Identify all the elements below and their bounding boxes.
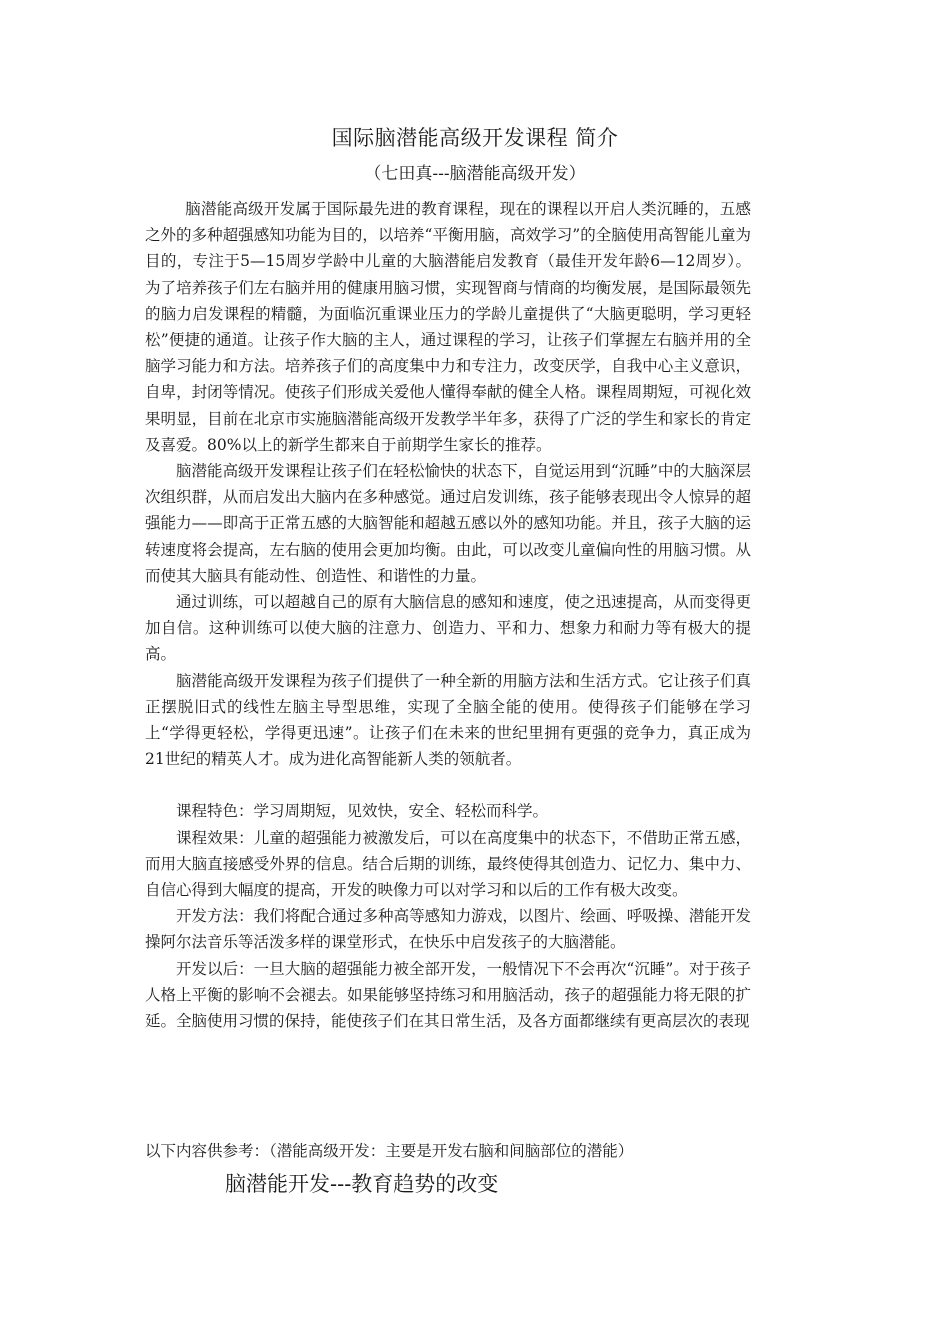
reference-note: 以下内容供参考：（潜能高级开发：主要是开发右脑和间脑部位的潜能） xyxy=(145,1142,634,1160)
document-body xyxy=(145,196,751,1034)
body-paragraph: 脑潜能高级开发课程让孩子们在轻松愉快的状态下，自觉运用到“沉睡”中的大脑深层次组织群，从而启发出大脑内在多种感觉。通过启发训练，孩子能够表现出令人惊异的超强能力——即高于正常五感的大脑智能和超越五感以外的感知功能。并且，孩子大脑的运转速度将会提高，左右脑的使用会更加均衡。由此，可以改变儿童偏向性的用脑习惯。从而使其大脑具有能动性、创造性、和谐性的力量。 xyxy=(145,462,751,585)
section-heading: 脑潜能开发---教育趋势的改变 xyxy=(225,1172,499,1196)
after-development-paragraph: 开发以后：一旦大脑的超强能力被全部开发，一般情况下不会再次“沉睡”。对于孩子人格上平衡的影响不会褪去。如果能够坚持练习和用脑活动，孩子的超强能力将无限的扩延。全脑使用习惯的保持，能使孩子们在其日常生活，及各方面都继续有更高层次的表现 xyxy=(145,959,751,1031)
body-paragraph: 脑潜能高级开发课程为孩子们提供了一种全新的用脑方法和生活方式。它让孩子们真正摆脱旧式的线性左脑主导型思维，实现了全脑全能的使用。使得孩子们能够在学习上“学得更轻松，学得更迅速”。让孩子们在未来的世纪里拥有更强的竞争力，真正成为21世纪的精英人才。成为进化高智能新人类的领航者。 xyxy=(145,671,751,769)
intro-paragraph: 脑潜能高级开发属于国际最先进的教育课程，现在的课程以开启人类沉睡的，五感之外的多种超强感知功能为目的，以培养“平衡用脑，高效学习”的全脑使用高智能儿童为目的，专注于5—15周岁学龄中儿童的大脑潜能启发教育（最佳开发年龄6—12周岁）。为了培养孩子们左右脑并用的健康用脑习惯，实现智商与情商的均衡发展，是国际最领先的脑力启发课程的精髓，为面临沉重课业压力的学龄儿童提供了“大脑更聪明，学习更轻松”便捷的通道。让孩子作大脑的主人，通过课程的学习，让孩子们掌握左右脑并用的全脑学习能力和方法。培养孩子们的高度集中力和专注力，改变厌学，自我中心主义意识，自卑，封闭等情况。使孩子们形成关爱他人懂得奉献的健全人格。课程周期短，可视化效果明显，目前在北京市实施脑潜能高级开发教学半年多，获得了广泛的学生和家长的肯定及喜爱。80%以上的新学生都来自于前期学生家长的推荐。 xyxy=(145,200,751,454)
body-paragraph: 通过训练，可以超越自己的原有大脑信息的感知和速度，使之迅速提高，从而变得更加自信。这种训练可以使大脑的注意力、创造力、平和力、想象力和耐力等有极大的提高。 xyxy=(145,593,751,664)
course-effects-paragraph: 课程效果：儿童的超强能力被激发后，可以在高度集中的状态下，不借助正常五感，而用大脑直接感受外界的信息。结合后期的训练，最终使得其创造力、记忆力、集中力、自信心得到大幅度的提高，开发的映像力可以对学习和以后的工作有极大改变。 xyxy=(145,828,751,900)
document-title: 国际脑潜能高级开发课程 简介 xyxy=(331,126,619,150)
paragraph-spacer xyxy=(145,772,751,798)
document-subtitle: （七田真---脑潜能高级开发） xyxy=(364,164,586,184)
development-method-paragraph: 开发方法：我们将配合通过多种高等感知力游戏，以图片、绘画、呼吸操、潜能开发操阿尔法音乐等活泼多样的课堂形式，在快乐中启发孩子的大脑潜能。 xyxy=(145,907,751,952)
course-features-paragraph: 课程特色：学习周期短，见效快，安全、轻松而科学。 xyxy=(176,802,549,821)
